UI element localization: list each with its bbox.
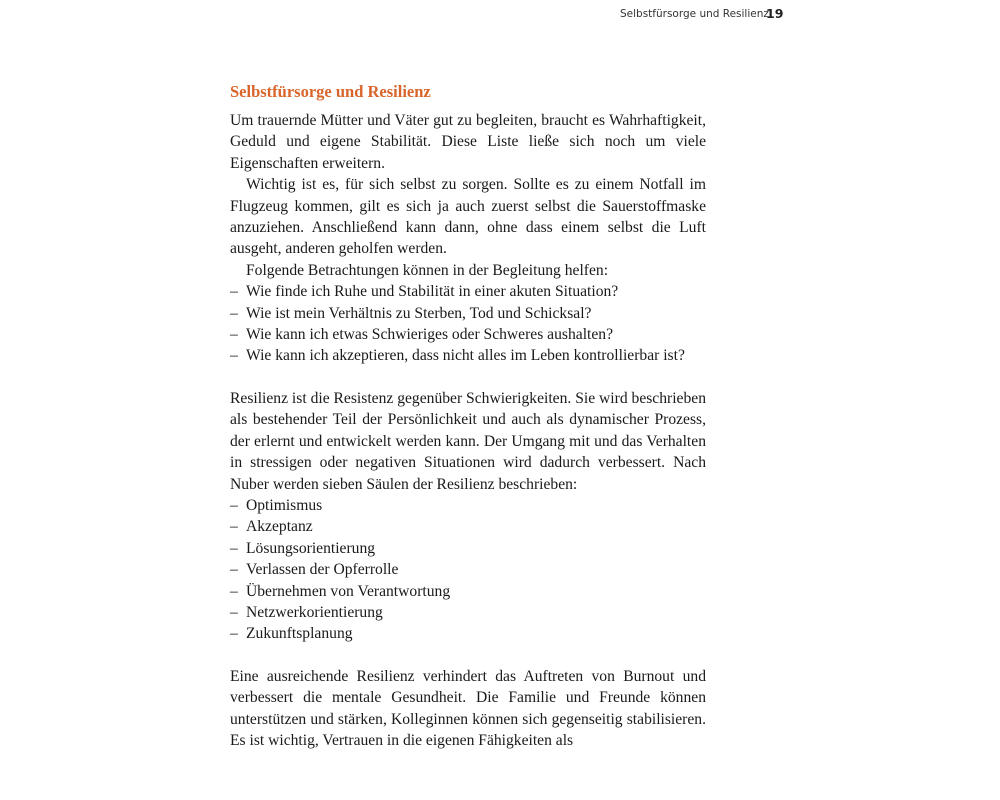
paragraph-spacer	[230, 367, 706, 388]
paragraph-spacer	[230, 645, 706, 666]
paragraph-intro: Um trauernde Mütter und Väter gut zu begleiten, braucht es Wahrhaftigkeit, Geduld und eigene Stabilität. Diese Liste ließe sich noch um viele Eigenschaften erweitern.	[230, 112, 706, 172]
page-body	[230, 80, 706, 751]
list-item: – Wie kann ich etwas Schwieriges oder Schweres aushalten?	[230, 324, 706, 345]
list-item: – Zukunftsplanung	[230, 623, 706, 644]
resilience-pillars-list	[230, 495, 706, 645]
section-heading: Selbstfürsorge und Resilienz	[230, 82, 431, 101]
question-list	[230, 281, 706, 367]
list-item: – Verlassen der Opferrolle	[230, 559, 706, 580]
paragraph-resilience: Resilienz ist die Resistenz gegenüber Schwierigkeiten. Sie wird beschrieben als bestehender Teil der Persönlichkeit und auch als dynamischer Prozess, der erlernt und entwickelt werden kann. Der Umgang mit und das Verhalten in stressigen oder negativen Situationen wird dadurch verbessert. Nach Nuber werden sieben Säulen der Resilienz beschrieben:	[230, 389, 706, 493]
list-item: – Lösungsorientierung	[230, 538, 706, 559]
running-head-title: Selbstfürsorge und Resilienz	[620, 8, 769, 20]
list-item: – Wie kann ich akzeptieren, dass nicht alles im Leben kontrollierbar ist?	[230, 345, 706, 366]
list-item: – Wie finde ich Ruhe und Stabilität in einer akuten Situation?	[230, 281, 706, 302]
running-head	[620, 6, 784, 24]
paragraph-considerations: Folgende Betrachtungen können in der Begleitung helfen:	[246, 261, 609, 279]
list-item: – Akzeptanz	[230, 516, 706, 537]
paragraph-burnout: Eine ausreichende Resilienz verhindert das Auftreten von Burnout und verbessert die mentale Gesundheit. Die Familie und Freunde können unterstützen und stärken, Kolleginnen können sich gegenseitig stabilisieren. Es ist wichtig, Vertrauen in die eigenen Fähigkeiten als	[230, 667, 706, 749]
list-item: – Optimismus	[230, 495, 706, 516]
list-item: – Netzwerkorientierung	[230, 602, 706, 623]
page-number: 19	[766, 6, 784, 21]
list-item: – Wie ist mein Verhältnis zu Sterben, Tod und Schicksal?	[230, 303, 706, 324]
paragraph-self-care: Wichtig ist es, für sich selbst zu sorgen. Sollte es zu einem Notfall im Flugzeug kommen, gilt es sich ja auch zuerst selbst die Sauerstoffmaske anzuziehen. Anschließend kann dann, ohne dass einem selbst die Luft ausgeht, anderen geholfen werden.	[230, 176, 706, 258]
list-item: – Übernehmen von Verantwortung	[230, 581, 706, 602]
